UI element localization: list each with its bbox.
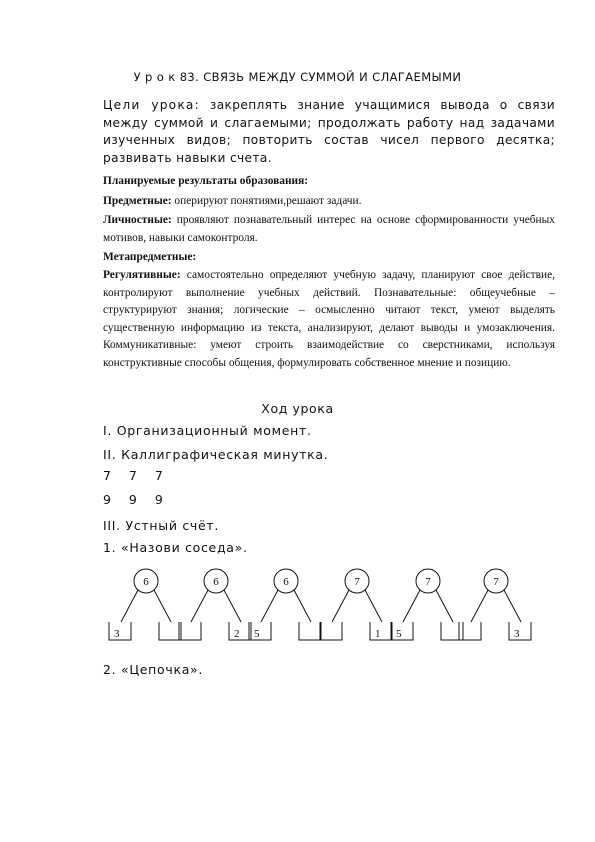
left-branch [191, 590, 208, 622]
left-branch [121, 590, 138, 622]
planned-results-heading: Планируемые результаты образования: [103, 175, 309, 187]
number-tree [249, 569, 321, 640]
number-tree [109, 569, 181, 640]
personal-results [103, 212, 555, 247]
regulative-text: самостоятельно определяют учебную задачу, планируют свое действие, контролируют выполнение учебных действий. Познавательные: общеучебные – структурируют знания; логические – осмысленно читают текст, умеют выделять существенную информацию из текста, анализируют, делают выводы и умозаключения. Коммуникативные: умеют строить взаимодействие со сверстниками, используя конструктивные способы общения, формулировать собственное мнение и позицию. [103, 269, 555, 369]
left-branch [261, 590, 278, 622]
number-tree [459, 569, 531, 640]
right-branch [436, 590, 453, 622]
right-branch [365, 590, 382, 622]
right-part-box [441, 622, 463, 640]
right-part-box [509, 622, 531, 640]
lesson-title: У р о к 83. СВЯЗЬ МЕЖДУ СУММОЙ И СЛАГАЕМЫМИ [133, 70, 462, 84]
whole-number: 7 [354, 576, 360, 588]
metasubject-heading [103, 249, 555, 267]
subject-text: оперируют понятиями,решают задачи. [171, 195, 362, 207]
section-organizational: I. Организационный момент. [103, 423, 312, 438]
right-part-value: 3 [514, 628, 520, 640]
number-tree [179, 569, 251, 640]
whole-number: 6 [283, 576, 289, 588]
metasubject-label: Метапредметные: [103, 251, 197, 263]
left-part-box [109, 622, 131, 640]
personal-label: Личностные: [103, 214, 172, 226]
right-branch [294, 590, 311, 622]
right-part-box [159, 622, 181, 640]
left-part-box [459, 622, 481, 640]
left-part-value: 3 [114, 628, 120, 640]
regulative-results [103, 267, 555, 373]
goals-label: Цели урока: [103, 98, 200, 112]
left-branch [471, 590, 488, 622]
whole-number: 7 [425, 576, 431, 588]
calligraphy-row-2: 9 9 9 [103, 492, 163, 507]
section-oral-count: III. Устный счёт. [103, 518, 220, 533]
right-branch [154, 590, 171, 622]
personal-text: проявляют познавательный интерес на основе сформированности учебных мотивов, навыки самоконтроля. [103, 214, 555, 244]
right-branch [224, 590, 241, 622]
number-trees [0, 560, 595, 655]
right-part-value: 1 [375, 628, 381, 640]
number-tree [320, 569, 392, 640]
whole-number: 7 [493, 576, 499, 588]
left-part-box [179, 622, 201, 640]
regulative-label: Регулятивные: [103, 269, 181, 281]
left-branch [332, 590, 349, 622]
right-part-box [229, 622, 251, 640]
left-part-box [320, 622, 342, 640]
course-heading: Ход урока [261, 401, 334, 416]
calligraphy-row-1: 7 7 7 [103, 468, 163, 483]
whole-number: 6 [213, 576, 219, 588]
section-calligraphy: II. Каллиграфическая минутка. [103, 447, 329, 462]
whole-number: 6 [143, 576, 149, 588]
number-tree [391, 569, 463, 640]
lesson-goals [103, 97, 555, 167]
left-part-value: 5 [396, 628, 402, 640]
right-branch [504, 590, 521, 622]
left-part-value: 5 [254, 628, 260, 640]
task-name-neighbor: 1. «Назови соседа». [103, 540, 248, 555]
left-branch [403, 590, 420, 622]
right-part-value: 2 [234, 628, 240, 640]
right-part-box [370, 622, 392, 640]
left-part-box [391, 622, 413, 640]
goals-text: закреплять знание учащимися вывода о связи между суммой и слагаемыми; продолжать работу над задачами изученных видов; повторить состав чисел первого десятка; развивать навыки счета. [103, 98, 556, 165]
task-chain: 2. «Цепочка». [103, 662, 204, 677]
left-part-box [249, 622, 271, 640]
subject-results [103, 193, 555, 211]
right-part-box [299, 622, 321, 640]
subject-label: Предметные: [103, 195, 172, 207]
